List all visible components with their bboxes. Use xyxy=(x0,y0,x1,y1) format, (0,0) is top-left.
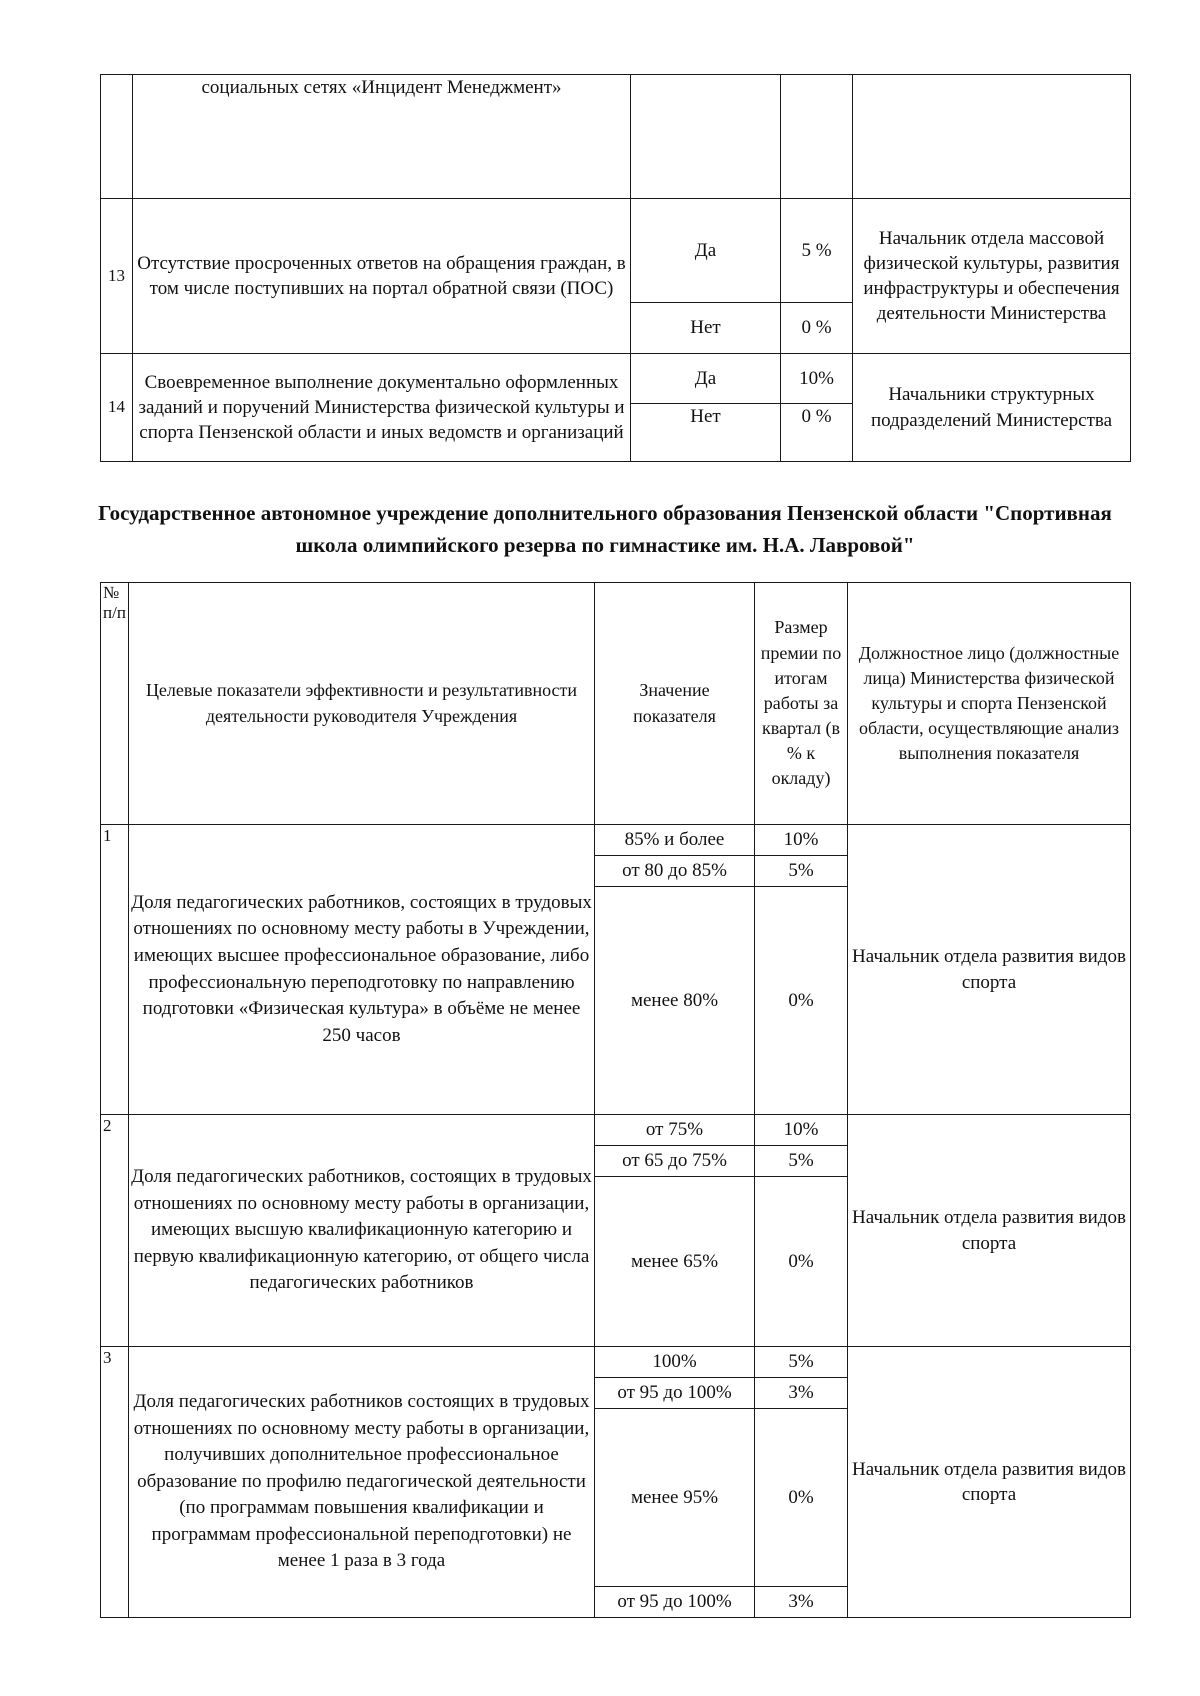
bonus-cell: 5% xyxy=(755,1146,848,1177)
value-cell: от 80 до 85% xyxy=(595,856,755,887)
indicator-cell: Своевременное выполнение документально оформленных заданий и поручений Министерства физической культуры и спорта Пензенской области и иных ведомств и организаций xyxy=(133,354,631,462)
table-row xyxy=(101,825,1131,856)
row-number: 1 xyxy=(101,825,129,1115)
value-cell: Да xyxy=(631,199,781,303)
indicator-cell: Доля педагогических работников, состоящих в трудовых отношениях по основному месту работы в Учреждении, имеющих высшее профессиональное образование, либо профессиональную переподготовку по направлению подготовки «Физическая культура» в объёме не менее 250 часов xyxy=(129,825,595,1115)
value-cell: от 65 до 75% xyxy=(595,1146,755,1177)
indicator-cell: социальных сетях «Инцидент Менеджмент» xyxy=(133,75,631,199)
value-cell: Да xyxy=(631,354,781,404)
value-cell: менее 95% xyxy=(595,1409,755,1587)
bonus-cell: 0% xyxy=(755,887,848,1115)
responsible-cell: Начальники структурных подразделений Министерства xyxy=(853,354,1131,462)
indicator-cell: Доля педагогических работников состоящих в трудовых отношениях по основному месту работы в организации, получивших дополнительное профессиональное образование по профилю педагогической деятельности (по программам повышения квалификации и программам профессиональной переподготовки) не менее 1 раза в 3 года xyxy=(129,1347,595,1618)
table-row xyxy=(101,354,1131,404)
value-cell: от 75% xyxy=(595,1115,755,1146)
bonus-cell: 0 % xyxy=(781,303,853,354)
indicator-cell: Отсутствие просроченных ответов на обращения граждан, в том числе поступивших на портал обратной связи (ПОС) xyxy=(133,199,631,354)
header-number: № п/п xyxy=(101,583,129,825)
institution-heading: Государственное автономное учреждение дополнительного образования Пензенской области "Спортивная школа олимпийского резерва по гимнастике им. Н.А. Лавровой" xyxy=(98,501,1112,557)
table-row xyxy=(101,199,1131,303)
bonus-cell: 3% xyxy=(755,1378,848,1409)
bonus-cell: 5% xyxy=(755,1347,848,1378)
value-cell: от 95 до 100% xyxy=(595,1378,755,1409)
table-row xyxy=(101,1347,1131,1378)
bonus-cell: 10% xyxy=(755,1115,848,1146)
indicators-table-continued xyxy=(100,74,1131,462)
row-number: 14 xyxy=(101,354,133,462)
responsible-cell xyxy=(853,75,1131,199)
bonus-cell: 0% xyxy=(755,1177,848,1347)
table-header-row xyxy=(101,583,1131,825)
responsible-cell: Начальник отдела развития видов спорта xyxy=(848,1347,1131,1618)
bonus-cell: 3% xyxy=(755,1587,848,1618)
institution-indicators-table xyxy=(100,582,1131,1618)
value-cell: Нет xyxy=(631,303,781,354)
value-cell: менее 80% xyxy=(595,887,755,1115)
responsible-cell: Начальник отдела развития видов спорта xyxy=(848,825,1131,1115)
indicator-cell: Доля педагогических работников, состоящих в трудовых отношениях по основному месту работы в организации, имеющих высшую квалификационную категорию и первую квалификационную категорию, от общего числа педагогических работников xyxy=(129,1115,595,1347)
value-cell: 85% и более xyxy=(595,825,755,856)
value-cell: 100% xyxy=(595,1347,755,1378)
bonus-cell: 5 % xyxy=(781,199,853,303)
row-number: 13 xyxy=(101,199,133,354)
bonus-cell: 5% xyxy=(755,856,848,887)
value-cell xyxy=(631,75,781,199)
table-row xyxy=(101,1115,1131,1146)
bonus-cell: 0% xyxy=(755,1409,848,1587)
bonus-cell: 10% xyxy=(781,354,853,404)
bonus-cell: 10% xyxy=(755,825,848,856)
row-number xyxy=(101,75,133,199)
value-cell: менее 65% xyxy=(595,1177,755,1347)
table-row xyxy=(101,75,1131,199)
responsible-cell: Начальник отдела массовой физической культуры, развития инфраструктуры и обеспечения деятельности Министерства xyxy=(853,199,1131,354)
row-number: 3 xyxy=(101,1347,129,1618)
header-value: Значение показателя xyxy=(595,583,755,825)
bonus-cell: 0 % xyxy=(781,404,853,462)
header-responsible: Должностное лицо (должностные лица) Министерства физической культуры и спорта Пензенской области, осуществляющие анализ выполнения показателя xyxy=(848,583,1131,825)
header-indicator: Целевые показатели эффективности и результативности деятельности руководителя Учреждения xyxy=(129,583,595,825)
row-number: 2 xyxy=(101,1115,129,1347)
value-cell: от 95 до 100% xyxy=(595,1587,755,1618)
header-bonus: Размер премии по итогам работы за квартал (в % к окладу) xyxy=(755,583,848,825)
bonus-cell xyxy=(781,75,853,199)
responsible-cell: Начальник отдела развития видов спорта xyxy=(848,1115,1131,1347)
value-cell: Нет xyxy=(631,404,781,462)
